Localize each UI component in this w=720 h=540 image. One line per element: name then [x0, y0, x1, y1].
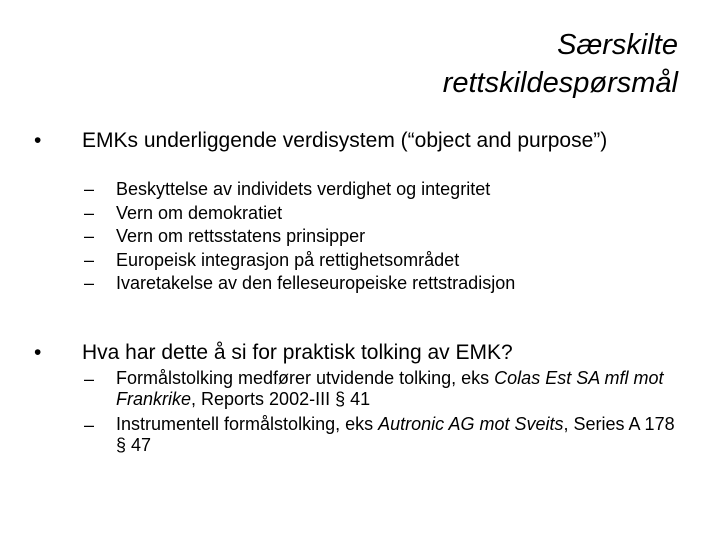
dash-marker: –	[84, 273, 95, 293]
sub-item-text: Vern om demokratiet	[116, 202, 283, 223]
sub-list	[84, 178, 684, 296]
sub-item-text	[116, 368, 684, 410]
slide-title-line-2: rettskildespørsmål	[442, 67, 678, 99]
dash-marker: –	[84, 226, 95, 246]
sub-list-item	[84, 414, 684, 456]
sub-list	[84, 368, 684, 456]
slide-title-line-1: Særskilte	[557, 29, 678, 61]
sub-item-text	[116, 414, 684, 456]
sub-item-text: Vern om rettsstatens prinsipper	[116, 226, 366, 246]
bullet-marker: •	[34, 341, 42, 364]
sub-list-item	[84, 272, 684, 296]
sub-item-text-part: Instrumentell formålstolking, eks	[116, 414, 379, 434]
sub-item-text-part: Formålstolking medfører utvidende tolking, eks	[116, 368, 495, 388]
sub-list-item	[84, 178, 684, 202]
case-citation: Colas Est SA mfl mot Frankrike	[116, 368, 664, 409]
sub-item-text: Ivaretakelse av den felleseuropeiske rettstradisjon	[116, 273, 516, 293]
bullet-marker: •	[34, 129, 42, 152]
dash-marker: –	[84, 202, 95, 223]
sub-item-text: Beskyttelse av individets verdighet og integritet	[116, 179, 491, 199]
bullet-text: Hva har dette å si for praktisk tolking av EMK?	[82, 341, 513, 364]
sub-list-item	[84, 249, 684, 273]
case-citation: Autronic AG mot Sveits	[378, 414, 564, 434]
sub-item-text-part: , Series A 178 § 47	[116, 414, 675, 455]
dash-marker: –	[84, 415, 95, 435]
bullet-text: EMKs underliggende verdisystem (“object and purpose”)	[82, 129, 608, 152]
dash-marker: –	[84, 179, 95, 199]
dash-marker: –	[84, 369, 95, 389]
sub-list-item	[84, 368, 684, 410]
sub-item-text: Europeisk integrasjon på rettighetsområdet	[116, 249, 460, 270]
sub-list-item	[84, 225, 684, 249]
slide-title	[258, 26, 678, 102]
sub-item-text-part: , Reports 2002-III § 41	[191, 389, 371, 409]
dash-marker: –	[84, 249, 95, 270]
sub-list-item	[84, 202, 684, 226]
